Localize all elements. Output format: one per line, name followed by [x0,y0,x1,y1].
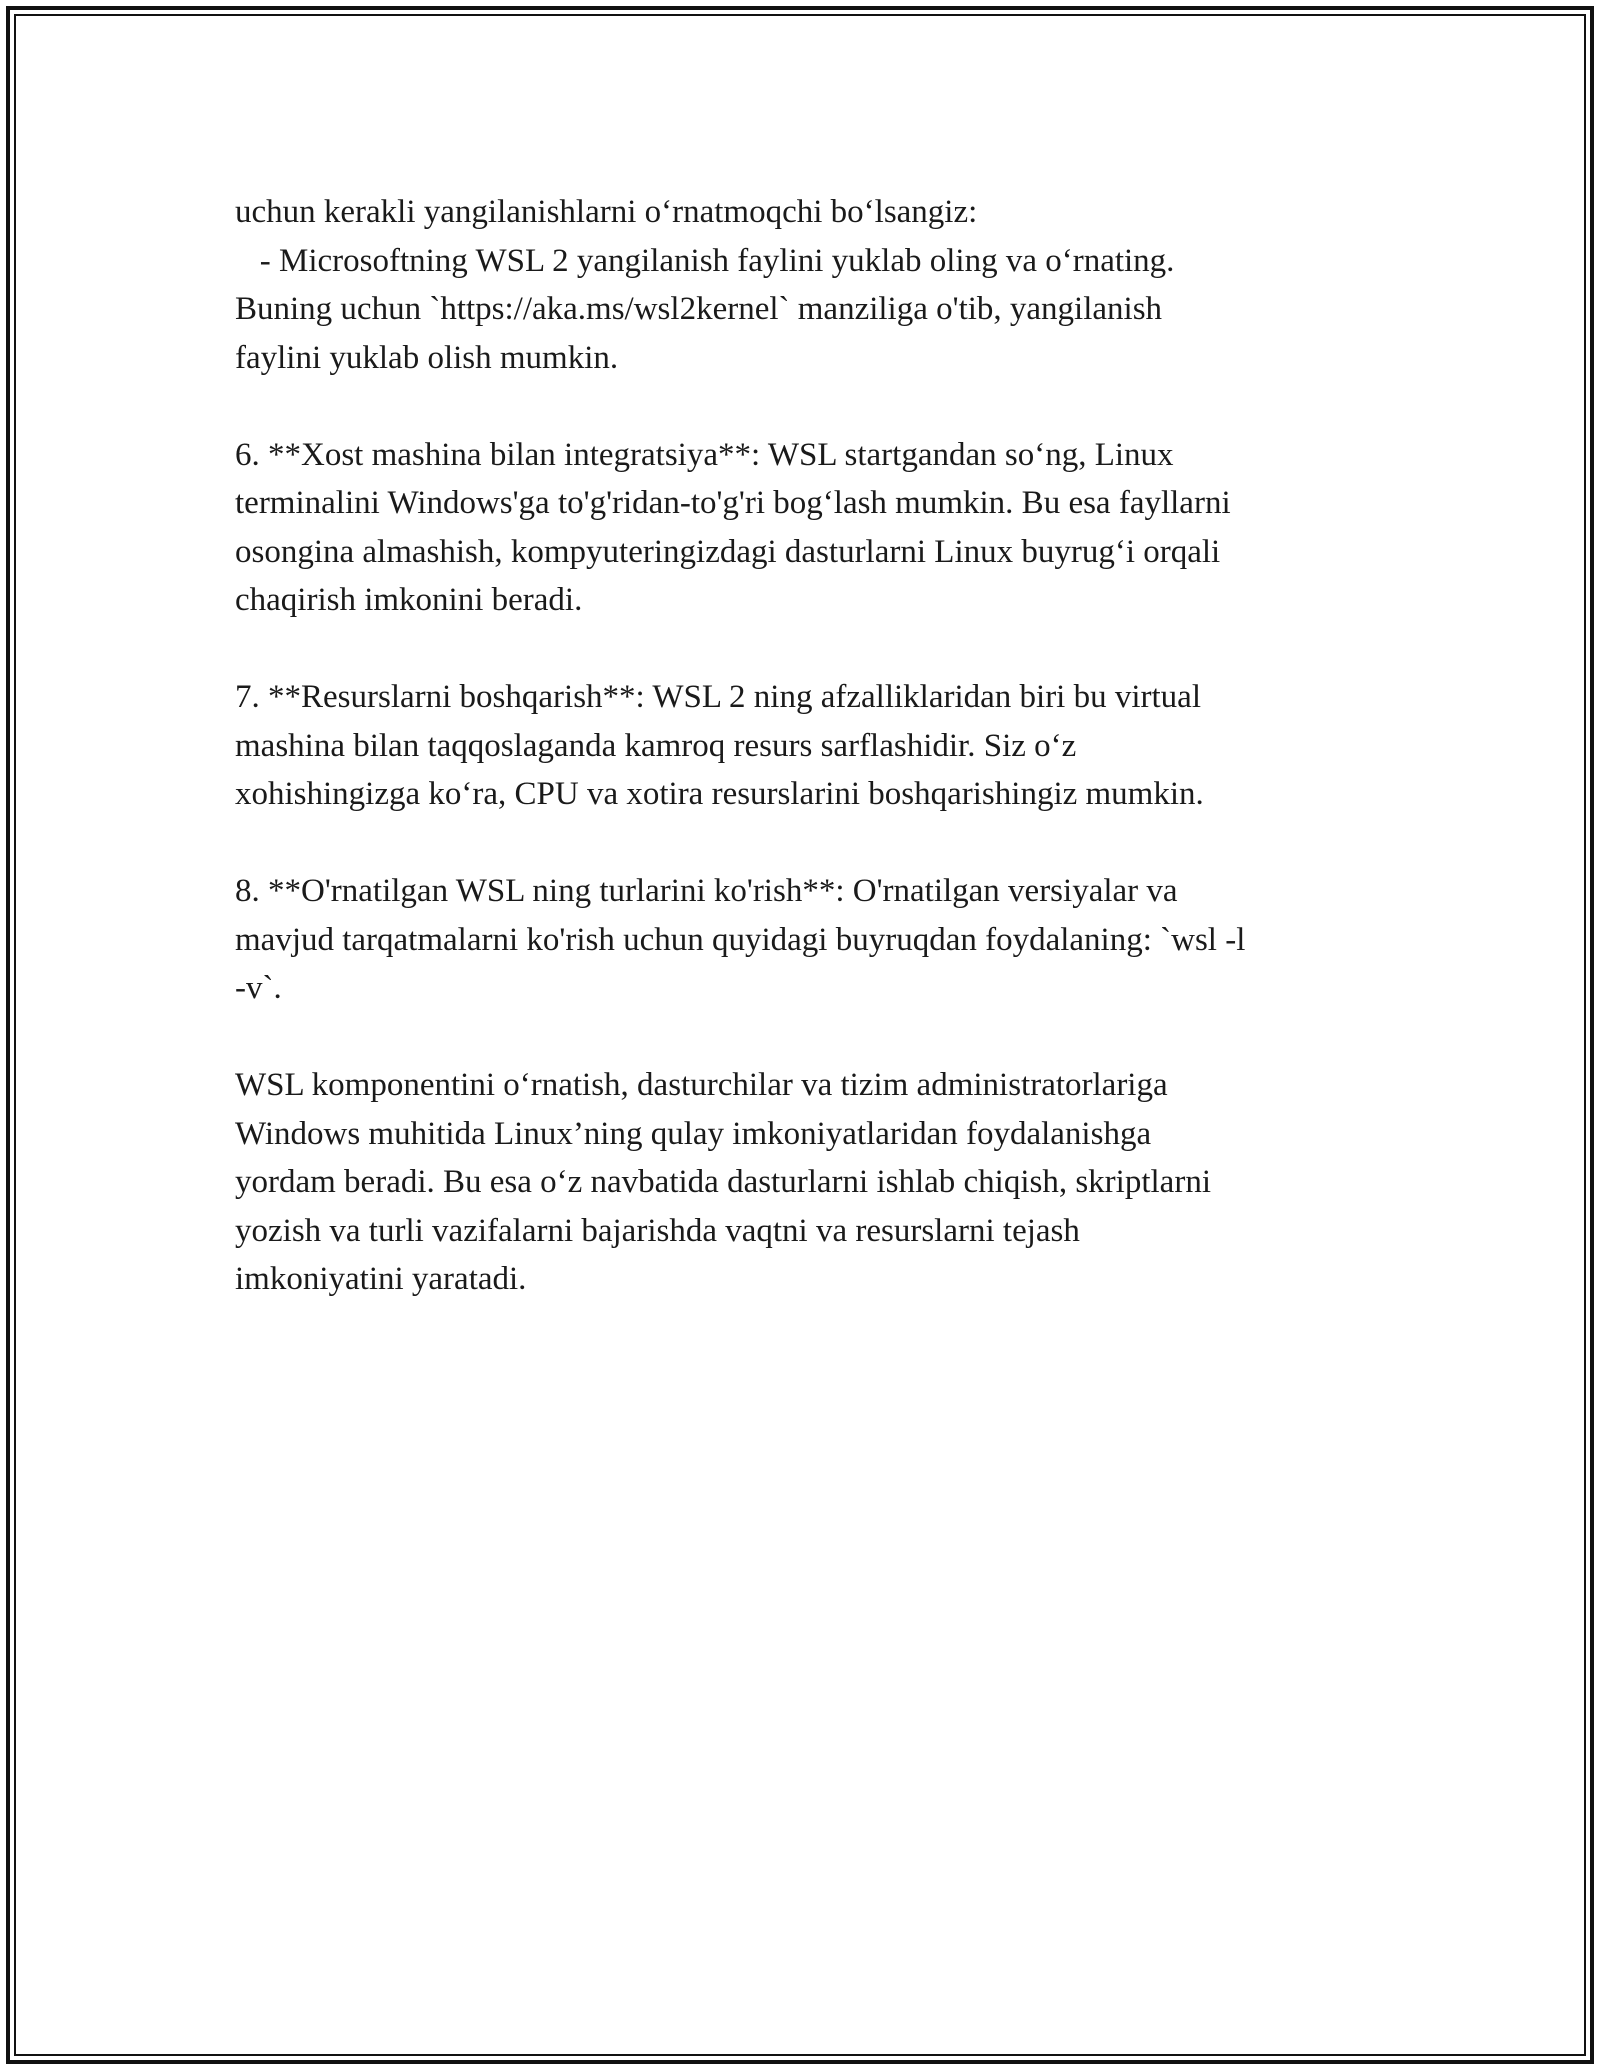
paragraph-gap [235,382,1370,431]
text-line: imkoniyatini yaratadi. [235,1261,527,1297]
text-line: mavjud tarqatmalarni ko'rish uchun quyidagi buyruqdan foydalaning: `wsl -l [235,921,1246,958]
paragraph-gap [235,625,1370,674]
text-line: faylini yuklab olish mumkin. [235,339,619,376]
text-line: xohishingizga ko‘ra, CPU va xotira resurslarini boshqarishingiz mumkin. [235,776,1204,812]
paragraph-gap [235,1013,1370,1062]
text-line: - Microsoftning WSL 2 yangilanish faylini yuklab oling va o‘rnating. [235,242,1175,279]
text-line: chaqirish imkonini beradi. [235,582,583,618]
text-line: Buning uchun `https://aka.ms/wsl2kernel` manziliga o'tib, yangilanish [235,291,1163,327]
text-line: mashina bilan taqqoslaganda kamroq resurs sarflashidir. Siz o‘z [235,727,1077,764]
text-line: uchun kerakli yangilanishlarni o‘rnatmoqchi bo‘lsangiz: [235,194,978,230]
list-item-8: 8. **O'rnatilgan WSL ning turlarini ko'rish**: O'rnatilgan versiyalar va [235,873,1178,909]
paragraph-gap [235,819,1370,868]
conclusion-line: WSL komponentini o‘rnatish, dasturchilar va tizim administratorlariga [235,1067,1168,1103]
text-line: yordam beradi. Bu esa o‘z navbatida dasturlarni ishlab chiqish, skriptlarni [235,1164,1211,1200]
text-line: yozish va turli vazifalarni bajarishda vaqtni va resurslarni tejash [235,1212,1080,1249]
text-line: osongina almashish, kompyuteringizdagi dasturlarni Linux buyrug‘i orqali [235,533,1221,570]
list-item-7: 7. **Resurslarni boshqarish**: WSL 2 ning afzalliklaridan biri bu virtual [235,679,1201,715]
text-line: terminalini Windows'ga to'g'ridan-to'g'ri bog‘lash mumkin. Bu esa fayllarni [235,485,1231,521]
list-item-6: 6. **Xost mashina bilan integratsiya**: WSL startgandan so‘ng, Linux [235,436,1174,473]
text-line: Windows muhitida Linux’ning qulay imkoniyatlaridan foydalanishga [235,1115,1152,1152]
text-line: -v`. [235,970,282,1006]
document-body [235,188,1370,1304]
